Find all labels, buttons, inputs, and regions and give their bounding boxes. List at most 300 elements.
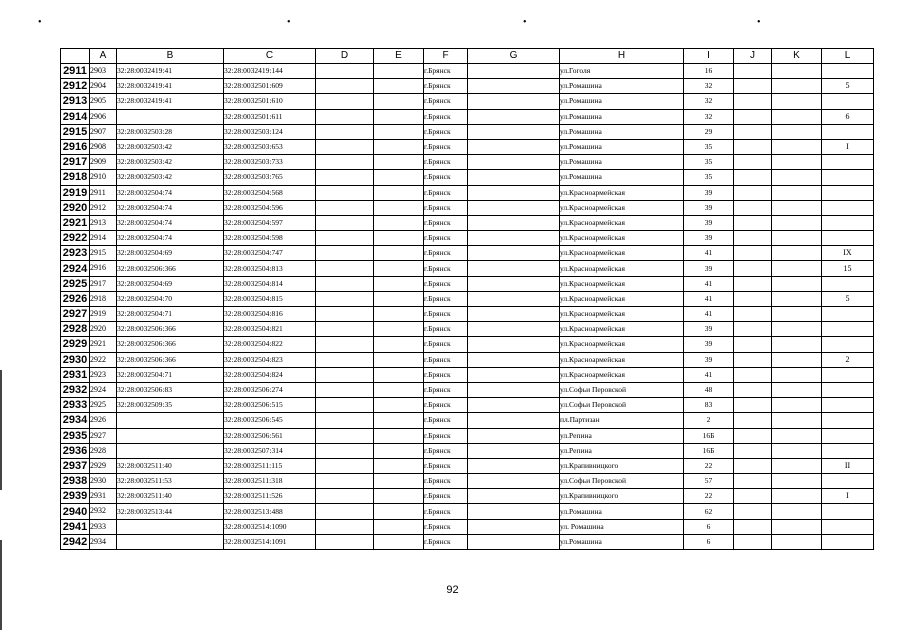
cell-f: г.Брянск [424,443,468,458]
cell-b: 32:28:0032506:366 [117,337,224,352]
cell-e [374,139,424,154]
cell-k [772,322,822,337]
cell-l [822,124,874,139]
cell-k [772,519,822,534]
cell-i: 39 [684,261,734,276]
cell-g [468,504,560,519]
cell-g [468,261,560,276]
cell-e [374,246,424,261]
table-row [61,215,874,230]
cell-c: 32:28:0032504:821 [224,322,316,337]
cell-j [734,398,772,413]
table-row [61,109,874,124]
cell-k [772,337,822,352]
cell-g [468,155,560,170]
cell-b: 32:28:0032503:42 [117,139,224,154]
cell-c: 32:28:0032504:598 [224,231,316,246]
cell-a: 2934 [90,534,117,549]
cell-h: ул.Софьи Перовской [560,382,684,397]
cell-l [822,94,874,109]
cell-c: 32:28:0032506:545 [224,413,316,428]
cell-l [822,276,874,291]
cell-c: 32:28:0032504:815 [224,291,316,306]
cell-k [772,367,822,382]
cell-b: 32:28:0032511:40 [117,458,224,473]
cell-i: 41 [684,276,734,291]
cell-b: 32:28:0032503:42 [117,170,224,185]
column-header-c: C [224,49,316,64]
cell-g [468,382,560,397]
cell-b: 32:28:0032504:74 [117,215,224,230]
cell-d [316,79,374,94]
cell-c: 32:28:0032504:597 [224,215,316,230]
cell-e [374,337,424,352]
cell-h: ул.Крапивницкого [560,489,684,504]
cell-b: 32:28:0032504:70 [117,291,224,306]
cell-d [316,139,374,154]
cell-h: ул.Красноармейская [560,200,684,215]
cell-c: 32:28:0032504:824 [224,367,316,382]
cell-h: ул.Ромашина [560,170,684,185]
cell-f: г.Брянск [424,261,468,276]
cell-k [772,231,822,246]
cell-d [316,109,374,124]
cell-h: пл.Партизан [560,413,684,428]
cell-c: 32:28:0032504:568 [224,185,316,200]
cell-h: ул.Софьи Перовской [560,474,684,489]
cell-k [772,291,822,306]
row-number: 2921 [61,215,90,230]
cell-h: ул.Красноармейская [560,276,684,291]
cell-d [316,352,374,367]
cell-f: г.Брянск [424,428,468,443]
cell-c: 32:28:0032504:816 [224,307,316,322]
cell-l [822,382,874,397]
cell-a: 2930 [90,474,117,489]
cell-d [316,474,374,489]
cell-a: 2909 [90,155,117,170]
cell-d [316,261,374,276]
cell-h: ул.Красноармейская [560,337,684,352]
cell-e [374,489,424,504]
cell-k [772,94,822,109]
cell-g [468,474,560,489]
cell-b: 32:28:0032504:74 [117,185,224,200]
cell-k [772,474,822,489]
row-number: 2933 [61,398,90,413]
cell-j [734,519,772,534]
cell-d [316,428,374,443]
cell-h: ул.Красноармейская [560,215,684,230]
cell-g [468,398,560,413]
cell-g [468,79,560,94]
table-row [61,307,874,322]
cell-a: 2933 [90,519,117,534]
cell-e [374,109,424,124]
cell-k [772,139,822,154]
cell-g [468,109,560,124]
cell-e [374,413,424,428]
cell-c: 32:28:0032504:823 [224,352,316,367]
table-row [61,79,874,94]
cell-i: 32 [684,94,734,109]
scan-mark: • [287,17,291,28]
cell-b: 32:28:0032509:35 [117,398,224,413]
row-number: 2924 [61,261,90,276]
cell-b [117,109,224,124]
table-row [61,94,874,109]
table-row [61,534,874,549]
cell-l [822,231,874,246]
cell-j [734,382,772,397]
row-number: 2940 [61,504,90,519]
cell-c: 32:28:0032504:596 [224,200,316,215]
cell-f: г.Брянск [424,124,468,139]
cell-i: 22 [684,458,734,473]
cell-l: IX [822,246,874,261]
cell-l [822,474,874,489]
cell-a: 2910 [90,170,117,185]
row-number: 2934 [61,413,90,428]
cell-d [316,413,374,428]
cell-f: г.Брянск [424,489,468,504]
cell-g [468,124,560,139]
cell-b [117,443,224,458]
cell-b: 32:28:0032506:83 [117,382,224,397]
cell-e [374,443,424,458]
cell-k [772,489,822,504]
cell-l [822,155,874,170]
column-header-l: L [822,49,874,64]
cell-i: 6 [684,534,734,549]
cell-f: г.Брянск [424,519,468,534]
cell-c: 32:28:0032504:822 [224,337,316,352]
cell-f: г.Брянск [424,109,468,124]
cell-a: 2928 [90,443,117,458]
cell-g [468,367,560,382]
cell-h: ул.Репина [560,443,684,458]
cell-g [468,170,560,185]
cell-a: 2905 [90,94,117,109]
cell-k [772,458,822,473]
cell-g [468,413,560,428]
row-number: 2920 [61,200,90,215]
cell-h: ул.Ромашина [560,94,684,109]
cell-l [822,200,874,215]
cell-k [772,398,822,413]
cell-h: ул.Ромашина [560,124,684,139]
cell-e [374,534,424,549]
table-row [61,139,874,154]
cell-l [822,413,874,428]
row-number: 2914 [61,109,90,124]
cell-k [772,215,822,230]
table-row [61,367,874,382]
cell-f: г.Брянск [424,231,468,246]
cell-b: 32:28:0032506:366 [117,261,224,276]
cell-d [316,185,374,200]
cell-i: 16 [684,64,734,79]
table-row [61,124,874,139]
cell-c: 32:28:0032504:747 [224,246,316,261]
cell-h: ул.Репина [560,428,684,443]
cell-c: 32:28:0032511:318 [224,474,316,489]
row-number: 2922 [61,231,90,246]
cell-j [734,322,772,337]
cell-j [734,185,772,200]
cell-e [374,322,424,337]
cell-g [468,534,560,549]
cell-e [374,170,424,185]
cell-h: ул.Красноармейская [560,231,684,246]
cell-j [734,474,772,489]
table-row [61,155,874,170]
cell-d [316,155,374,170]
cell-g [468,231,560,246]
cell-e [374,504,424,519]
cell-a: 2923 [90,367,117,382]
cell-e [374,79,424,94]
cell-b: 32:28:0032419:41 [117,79,224,94]
table-row [61,185,874,200]
cell-k [772,200,822,215]
cell-j [734,291,772,306]
cell-k [772,155,822,170]
cell-c: 32:28:0032503:124 [224,124,316,139]
cell-i: 41 [684,307,734,322]
cell-a: 2915 [90,246,117,261]
cell-c: 32:28:0032501:610 [224,94,316,109]
row-number: 2942 [61,534,90,549]
cell-a: 2906 [90,109,117,124]
cell-f: г.Брянск [424,307,468,322]
row-number: 2939 [61,489,90,504]
cell-g [468,246,560,261]
cell-k [772,382,822,397]
cell-e [374,352,424,367]
cell-c: 32:28:0032506:515 [224,398,316,413]
cell-c: 32:28:0032506:274 [224,382,316,397]
cell-j [734,337,772,352]
row-number: 2941 [61,519,90,534]
cell-f: г.Брянск [424,504,468,519]
cell-a: 2904 [90,79,117,94]
table-row [61,458,874,473]
cell-b: 32:28:0032506:366 [117,352,224,367]
cell-c: 32:28:0032503:653 [224,139,316,154]
cell-h: ул.Софьи Перовской [560,398,684,413]
table-row [61,413,874,428]
cell-i: 41 [684,367,734,382]
cell-d [316,246,374,261]
cell-l: I [822,489,874,504]
cell-f: г.Брянск [424,246,468,261]
cell-g [468,200,560,215]
cell-b [117,534,224,549]
cell-h: ул.Гоголя [560,64,684,79]
cell-g [468,428,560,443]
cell-j [734,200,772,215]
cell-d [316,170,374,185]
cell-i: 16Б [684,443,734,458]
cell-h: ул.Красноармейская [560,246,684,261]
cell-d [316,534,374,549]
cell-a: 2919 [90,307,117,322]
cell-k [772,428,822,443]
cell-l: 15 [822,261,874,276]
cell-f: г.Брянск [424,534,468,549]
table-row [61,291,874,306]
cell-j [734,443,772,458]
cell-h: ул.Ромашина [560,155,684,170]
scan-mark: • [523,17,527,28]
cell-l: 5 [822,79,874,94]
cell-j [734,109,772,124]
cell-l [822,367,874,382]
cell-e [374,291,424,306]
cell-a: 2931 [90,489,117,504]
cell-k [772,352,822,367]
cell-k [772,504,822,519]
cell-e [374,474,424,489]
cell-d [316,215,374,230]
cell-b: 32:28:0032511:40 [117,489,224,504]
cell-g [468,322,560,337]
cell-a: 2914 [90,231,117,246]
cell-j [734,413,772,428]
cell-e [374,64,424,79]
cell-i: 57 [684,474,734,489]
cell-h: ул.Красноармейская [560,291,684,306]
table-row [61,231,874,246]
row-number: 2915 [61,124,90,139]
cell-d [316,367,374,382]
cell-h: ул. Ромашина [560,519,684,534]
cell-e [374,367,424,382]
row-number: 2935 [61,428,90,443]
column-header-g: G [468,49,560,64]
cell-h: ул.Ромашина [560,534,684,549]
table-row [61,504,874,519]
cell-e [374,185,424,200]
cell-j [734,307,772,322]
table-row [61,276,874,291]
cell-j [734,64,772,79]
column-header-h: H [560,49,684,64]
row-number: 2937 [61,458,90,473]
cell-k [772,79,822,94]
cell-b [117,428,224,443]
cell-f: г.Брянск [424,382,468,397]
cell-g [468,307,560,322]
cell-h: ул.Ромашина [560,139,684,154]
row-number: 2912 [61,79,90,94]
cell-h: ул.Крапивницкого [560,458,684,473]
cell-k [772,64,822,79]
cell-i: 48 [684,382,734,397]
row-number: 2932 [61,382,90,397]
cell-e [374,124,424,139]
table-row [61,443,874,458]
cell-g [468,139,560,154]
cell-d [316,489,374,504]
cell-k [772,170,822,185]
cell-g [468,519,560,534]
cell-l [822,307,874,322]
cell-j [734,428,772,443]
table-body [61,64,874,550]
table-row [61,200,874,215]
cell-g [468,489,560,504]
cell-g [468,443,560,458]
cell-b: 32:28:0032513:44 [117,504,224,519]
cell-b: 32:28:0032504:74 [117,231,224,246]
cell-a: 2908 [90,139,117,154]
scan-edge-mark [0,370,2,490]
cell-d [316,443,374,458]
cell-b: 32:28:0032506:366 [117,322,224,337]
cell-l [822,534,874,549]
cell-h: ул.Красноармейская [560,322,684,337]
cell-i: 39 [684,352,734,367]
cell-f: г.Брянск [424,352,468,367]
cell-i: 41 [684,246,734,261]
scan-mark: • [757,17,761,28]
cell-c: 32:28:0032511:526 [224,489,316,504]
cell-e [374,382,424,397]
row-number: 2930 [61,352,90,367]
cell-l [822,398,874,413]
cell-i: 32 [684,109,734,124]
cell-d [316,458,374,473]
cell-f: г.Брянск [424,276,468,291]
cell-l: 2 [822,352,874,367]
cell-g [468,352,560,367]
cell-l [822,322,874,337]
cell-k [772,185,822,200]
cell-l: II [822,458,874,473]
cell-f: г.Брянск [424,398,468,413]
cell-i: 83 [684,398,734,413]
cell-d [316,64,374,79]
column-header-k: K [772,49,822,64]
cell-f: г.Брянск [424,413,468,428]
cell-f: г.Брянск [424,337,468,352]
cell-e [374,519,424,534]
cell-i: 39 [684,185,734,200]
cell-l [822,215,874,230]
column-header-e: E [374,49,424,64]
cell-i: 6 [684,519,734,534]
cell-b [117,413,224,428]
cell-d [316,94,374,109]
cell-e [374,458,424,473]
cell-c: 32:28:0032514:1091 [224,534,316,549]
cell-a: 2911 [90,185,117,200]
cell-c: 32:28:0032503:733 [224,155,316,170]
cell-a: 2924 [90,382,117,397]
cell-d [316,337,374,352]
cell-d [316,231,374,246]
cell-a: 2907 [90,124,117,139]
cell-l: 6 [822,109,874,124]
cell-i: 39 [684,322,734,337]
cell-k [772,443,822,458]
cell-i: 16Б [684,428,734,443]
cell-i: 62 [684,504,734,519]
cell-f: г.Брянск [424,200,468,215]
cell-f: г.Брянск [424,215,468,230]
